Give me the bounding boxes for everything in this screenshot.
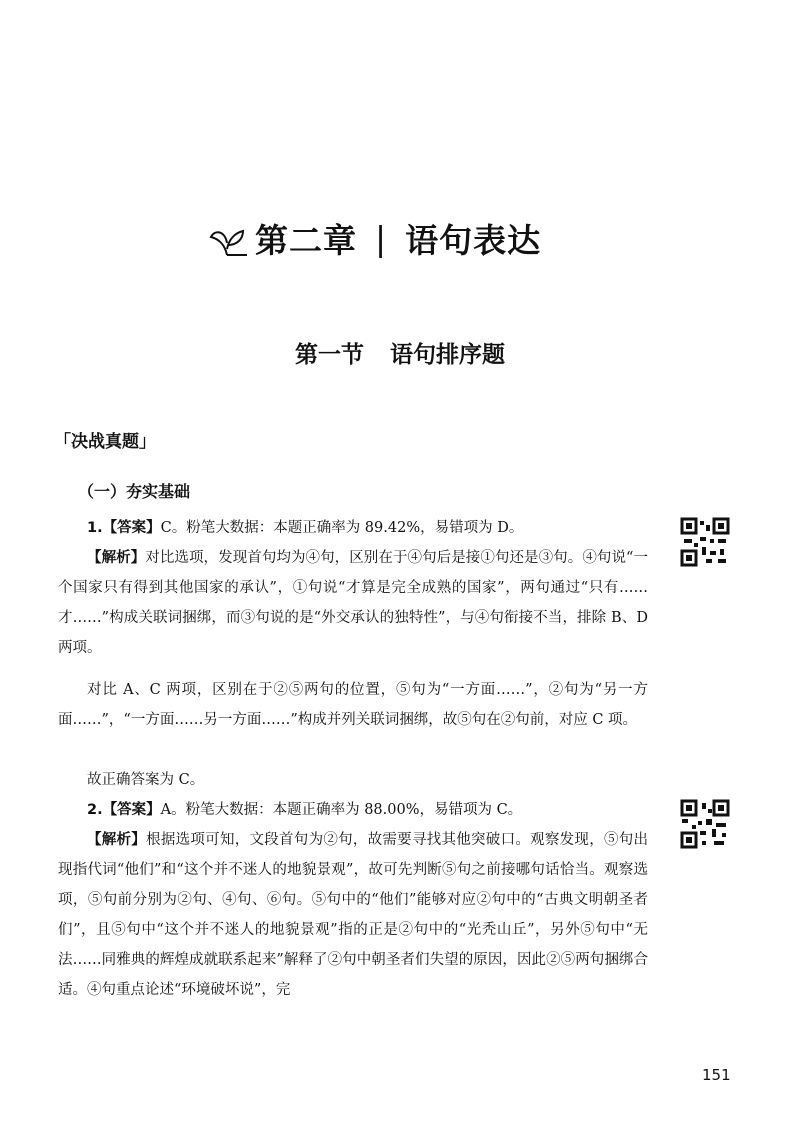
q2-analysis xyxy=(58,825,648,1005)
q1-conclusion: 故正确答案为 C。 xyxy=(87,772,205,788)
section-title: 语句排序题 xyxy=(390,342,505,368)
q1-analysis-text: 对比选项，发现首句均为④句，区别在于④句后是接①句还是③句。④句说“一个国家只有得到其他国家的承认”，①句说“才算是完全成熟的国家”，两句通过“只有……才……”构成关联词捆绑，而③句说的是“外交承认的独特性”，与④句衔接不当，排除 B、D 两项。 xyxy=(58,550,648,656)
qr-code-icon xyxy=(680,517,730,567)
subsection-title: （一）夯实基础 xyxy=(78,482,191,501)
q1-answer-text: C。粉笔大数据：本题正确率为 89.42%，易错项为 D。 xyxy=(160,520,524,536)
chapter-heading xyxy=(205,208,625,268)
q1-paragraph-2: 对比 A、C 两项，区别在于②⑤两句的位置，⑤句为“一方面……”，②句为“另一方面……”，“一方面……另一方面……”构成并列关联词捆绑，故⑤句在②句前，对应 C 项。 xyxy=(58,682,648,728)
section-label: 第一节 xyxy=(295,342,364,368)
page-number: 151 xyxy=(702,1066,731,1084)
chapter-number: 第二章 xyxy=(255,220,357,260)
q1-answer xyxy=(58,513,648,543)
q1-analysis-tag: 【解析】 xyxy=(87,550,146,566)
q1-analysis xyxy=(58,543,648,663)
section-heading xyxy=(0,336,800,369)
q2-answer-text: A。粉笔大数据：本题正确率为 88.00%，易错项为 C。 xyxy=(160,802,523,818)
sprout-icon xyxy=(205,215,251,261)
q2-answer-prefix: 2.【答案】 xyxy=(87,802,161,818)
q2-analysis-text: 根据选项可知，文段首句为②句，故需要寻找其他突破口。观察发现，⑤句出现指代词“他们”和“这个并不迷人的地貌景观”，故可先判断⑤句之前接哪句话恰当。观察选项，⑤句前分别为②句、④句、⑥句。⑤句中的“他们”能够对应②句中的“古典文明朝圣者们”，且⑤句中“这个并不迷人的地貌景观”指的正是②句中的“光秃山丘”，另外⑤句中“无法……同雅典的辉煌成就联系起来”解释了②句中朝圣者们失望的原因，因此②⑤两句捆绑合适。④句重点论述“环境破坏说”，完 xyxy=(58,832,649,998)
q1-answer-prefix: 1.【答案】 xyxy=(87,520,161,536)
zone-title: 「决战真题」 xyxy=(54,432,156,452)
q2-analysis-tag: 【解析】 xyxy=(87,832,147,848)
chapter-title: 语句表达 xyxy=(405,220,542,260)
chapter-separator: | xyxy=(375,218,388,258)
qr-code-icon xyxy=(680,799,730,849)
q2-answer xyxy=(58,795,648,825)
